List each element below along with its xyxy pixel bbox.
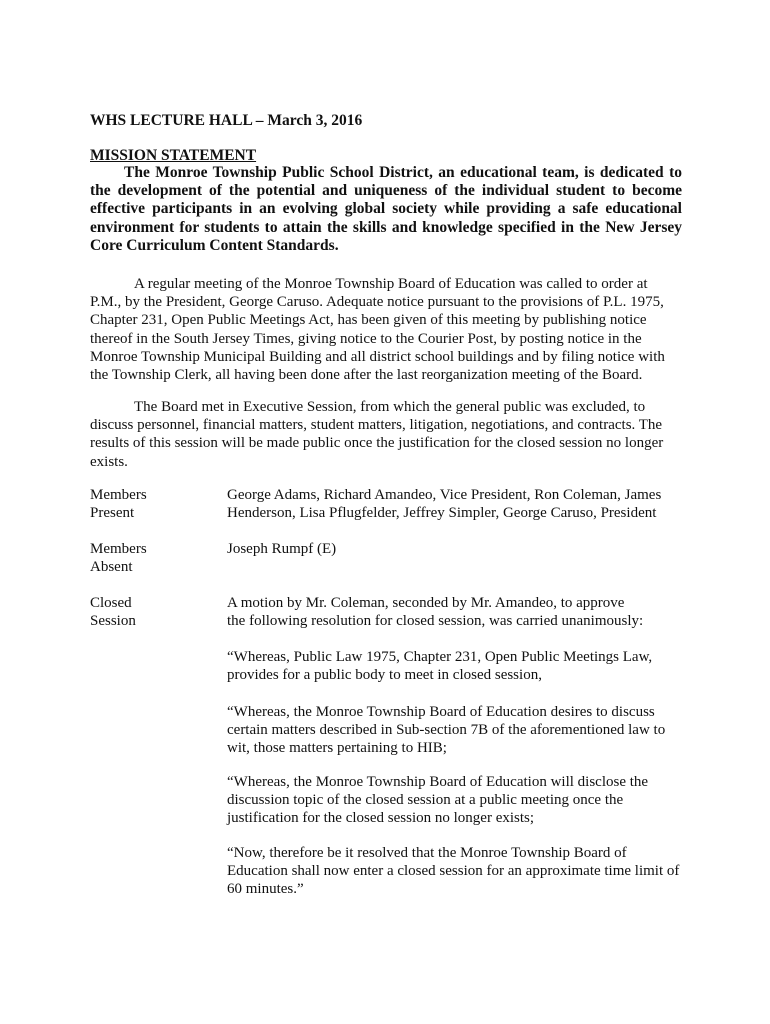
closed-session-motion-line2: the following resolution for closed session, was carried unanimously: bbox=[227, 613, 644, 629]
mission-statement bbox=[90, 147, 682, 255]
executive-session-paragraph: The Board met in Executive Session, from which the general public was excluded, to discuss personnel, financial matters, student matters, litigation, negotiations, and contracts. The results of this session will be made public once the justification for the closed session no longer exists. bbox=[90, 399, 664, 470]
closed-session-motion bbox=[227, 594, 682, 630]
closed-session-label bbox=[90, 594, 210, 630]
members-absent-label bbox=[90, 540, 210, 576]
members-present-label-line2: Present bbox=[90, 505, 135, 521]
mission-text: The Monroe Township Public School District, an educational team, is dedicated to the development of the potential and uniqueness of the individual student to become effective participants in an evolving global society while providing a safe educational environment for students to attain the skills and knowledge specified in the New Jersey Core Curriculum Content Standards. bbox=[90, 164, 682, 254]
closed-session-label-line2: Session bbox=[90, 613, 136, 629]
call-to-order-paragraph: A regular meeting of the Monroe Township Board of Education was called to order at P.M., by the President, George Caruso. Adequate notice pursuant to the provisions of P.L. 1975, Chapter 231, Open Public Meetings Act, has been given of this meeting by publishing notice thereof in the South Jersey Times, giving notice to the Courier Post, by posting notice in the Monroe Township Municipal Building and all district school buildings and by filing notice with the Township Clerk, all having been done after the last reorganization meeting of the Board. bbox=[90, 276, 665, 384]
members-absent-label-line2: Absent bbox=[90, 559, 133, 575]
resolution-whereas-3: “Whereas, the Monroe Township Board of Education will disclose the discussion topic of the closed session at a public meeting once the justification for the closed session no longer exists; bbox=[227, 774, 649, 827]
closed-session-label-line1: Closed bbox=[90, 595, 132, 611]
resolution-whereas-1: “Whereas, Public Law 1975, Chapter 231, Open Public Meetings Law, provides for a public body to meet in closed session, bbox=[227, 649, 653, 684]
members-present-list: George Adams, Richard Amandeo, Vice President, Ron Coleman, James Henderson, Lisa Pflugfelder, Jeffrey Simpler, George Caruso, President bbox=[227, 487, 662, 521]
closed-session-motion-line1: A motion by Mr. Coleman, seconded by Mr. Amandeo, to approve bbox=[227, 595, 625, 611]
resolution-now-therefore: “Now, therefore be it resolved that the Monroe Township Board of Education shall now enter a closed session for an approximate time limit of 60 minutes.” bbox=[227, 845, 680, 898]
resolution-whereas-2: “Whereas, the Monroe Township Board of Education desires to discuss certain matters described in Sub-section 7B of the aforementioned law to wit, those matters pertaining to HIB; bbox=[227, 704, 666, 757]
members-absent-label-line1: Members bbox=[90, 541, 147, 557]
members-present-label-line1: Members bbox=[90, 487, 147, 503]
members-absent-list: Joseph Rumpf (E) bbox=[227, 541, 337, 557]
members-present-label bbox=[90, 486, 210, 522]
meeting-location-date: WHS LECTURE HALL – March 3, 2016 bbox=[90, 112, 363, 129]
mission-title: MISSION STATEMENT bbox=[90, 147, 257, 164]
